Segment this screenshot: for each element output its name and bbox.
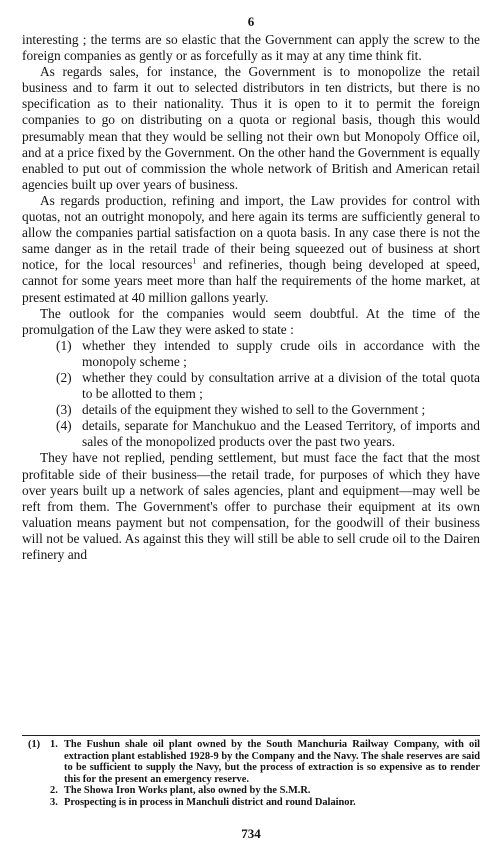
footnote-rule <box>22 735 480 736</box>
list-item-number: (3) <box>56 402 72 418</box>
footnote-text: The Fushun shale oil plant owned by the South Manchuria Railway Company, with oil extraction plant established 1928-9 by the Company and the Navy. The shale reserves are said to be sufficient to supply the Navy, but the process of extraction is so expensive as to render this for the present an emergency reserve. <box>64 739 480 785</box>
list-item <box>56 338 480 370</box>
paragraph-3 <box>22 193 480 306</box>
footnote-number: 2. <box>50 785 58 797</box>
list-item-text: whether they could by consultation arrive at a division of the total quota to be allotted to them ; <box>82 369 480 402</box>
list-item <box>56 370 480 402</box>
paragraph-2: As regards sales, for instance, the Government is to monopolize the retail business and to farm it out to selected distributors in ten districts, but there is no specification as to their nationality. Thus it is open to it to permit the foreign companies to go on distributing on a quota or regional basis, though this would presumably mean that they would be selling not their own but Monopoly Office oil, and at a price fixed by the Government. On the other hand the Government is equally enabled to put out of commission the whole network of British and American retail agencies built up over years of business. <box>22 64 480 192</box>
page-number-top: 6 <box>247 14 255 29</box>
footnote-item <box>22 785 480 797</box>
list-item-number: (2) <box>56 369 72 385</box>
list-item-number: (4) <box>56 418 72 434</box>
footnote-reference: 1 <box>192 256 197 266</box>
footnote-number: 1. <box>50 739 58 750</box>
paragraph-4: The outlook for the companies would seem doubtful. At the time of the promulgation of the Law they were asked to state : <box>22 305 480 337</box>
list-item-number: (1) <box>56 337 72 353</box>
numbered-list <box>22 338 480 451</box>
footnote-text: The Showa Iron Works plant, also owned by the S.M.R. <box>64 785 311 797</box>
footnotes <box>22 739 480 809</box>
list-item-text: whether they intended to supply crude oils in accordance with the monopoly scheme ; <box>82 337 480 369</box>
footnote-item <box>22 797 480 809</box>
paragraph-1: interesting ; the terms are so elastic that the Government can apply the screw to the foreign companies as gently or as forcefully as it may at any time think fit. <box>22 32 480 64</box>
list-item <box>56 402 480 418</box>
paragraph-3-text-a: As regards production, refining and import, the Law provides for control with quotas, not an outright monopoly, and here again its terms are sufficiently general to allow the companies partial satisfaction on a quota basis. In any case there is not the same danger as in the retail trade of their being squeezed out of business at short notice, for the local resources <box>22 192 480 273</box>
page-number-bottom: 734 <box>241 826 261 841</box>
footnote-item <box>22 739 480 785</box>
list-item <box>56 418 480 450</box>
paragraph-5: They have not replied, pending settlement, but must face the fact that the most profitable side of their business—the retail trade, for purposes of which they have over years built up a network of sales agencies, plant and equipment—may well be reft from them. The Government's offer to purchase their equipment at its own valuation means payment but not compensation, for the goodwill of their business will not be valued. As against this they will still be able to sell crude oil to the Dairen refinery and <box>22 450 480 562</box>
footnote-text: Prospecting is in process in Manchuli district and round Dalainor. <box>64 796 356 808</box>
list-item-text: details, separate for Manchukuo and the Leased Territory, of imports and sales of the monopolized products over the past two years. <box>82 418 480 450</box>
footnote-marker: (1) <box>28 739 41 750</box>
list-item-text: details of the equipment they wished to sell to the Government ; <box>82 402 426 418</box>
footnote-number: 3. <box>50 796 58 808</box>
body-text <box>22 32 480 563</box>
paragraph-3-text-b: and refineries, though being developed at speed, cannot for some years meet more than half the requirements of the home market, at present estimated at 40 million gallons yearly. <box>22 257 480 305</box>
